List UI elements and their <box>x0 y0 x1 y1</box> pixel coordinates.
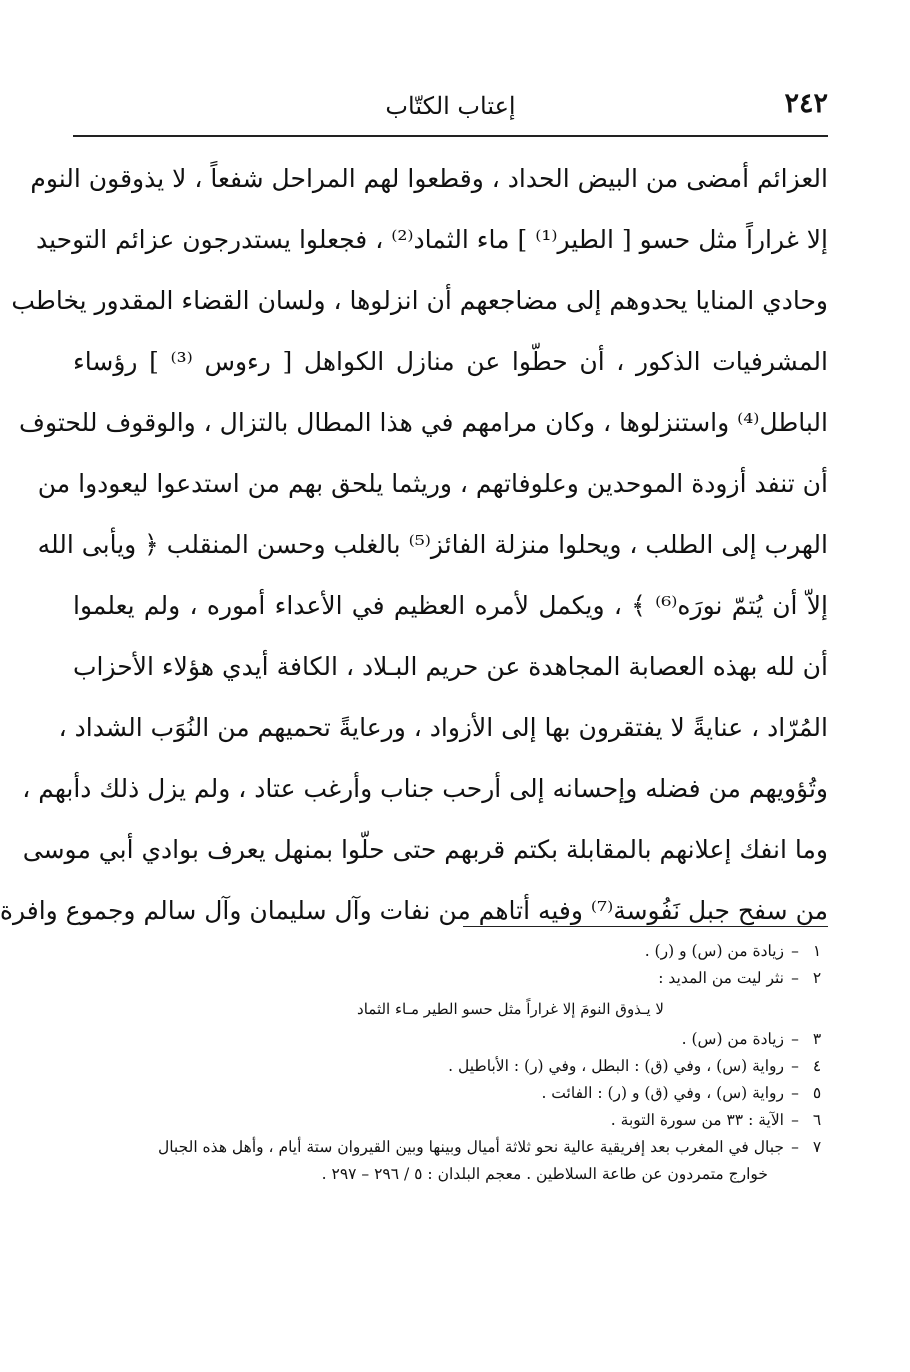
footnote-5 <box>73 1080 828 1107</box>
page-number: ٢٤٢ <box>784 88 828 119</box>
footnote-6 <box>73 1107 828 1134</box>
text-line: إلاّ أن يُتمّ نورَه⁽⁶⁾ ﴾ ، ويكمل لأمره العظيم في الأعداء أموره ، ولم يعلموا <box>73 591 828 620</box>
text-line: المُرّاد ، عنايةً لا يفتقرون بها إلى الأزواد ، ورعايةً تحميهم من النُوَب الشداد ، <box>58 713 828 742</box>
footnote-dash: – <box>791 1057 799 1075</box>
footnote-4 <box>73 1053 828 1080</box>
footnote-text: زيادة من (س) و (ر) . <box>644 942 784 960</box>
text-line: من سفح جبل نَفُوسة⁽⁷⁾ وفيه أتاهم من نفات وآل سليمان وآل سالم وجموع وافرة <box>0 896 828 925</box>
footnote-7 <box>73 1134 828 1161</box>
text-line: المشرفيات الذكور ، أن حطّوا عن منازل الكواهل [ رءوس ⁽³⁾ ] رؤساء <box>73 347 828 376</box>
footnote-text: رواية (س) ، وفي (ق) و (ر) : الفائت . <box>541 1084 784 1102</box>
footnote-number: ١ <box>812 942 822 960</box>
text-line: وحادي المنايا يحدوهم إلى مضاجعهم أن انزلوها ، ولسان القضاء المقدور يخاطب <box>11 286 828 315</box>
text-line: الباطل⁽⁴⁾ واستنزلوها ، وكان مرامهم في هذا المطال بالتزال ، والوقوف للحتوف <box>19 408 828 437</box>
footnotes <box>73 938 828 1188</box>
main-text <box>0 148 828 941</box>
footnote-dash: – <box>791 1111 799 1129</box>
footnote-2-verse: لا يـذوق النومَ إلا غراراً مثل حسو الطير مـاء الثماد <box>357 1000 664 1018</box>
text-line: العزائم أمضى من البيض الحداد ، وقطعوا لهم المراحل شفعاً ، لا يذوقون النوم <box>30 164 828 193</box>
footnote-text: نثر ليت من المديد : <box>658 969 784 987</box>
footnote-dash: – <box>791 942 799 960</box>
footnote-text: جبال في المغرب بعد إفريقية عالية نحو ثلاثة أميال وبينها وبين القيروان ستة أيام ، وأهل هذه الجبال <box>157 1138 784 1156</box>
footnote-dash: – <box>791 1084 799 1102</box>
text-line: إلا غراراً مثل حسو [ الطير⁽¹⁾ ] ماء الثماد⁽²⁾ ، فجعلوا يستدرجون عزائم التوحيد <box>36 225 828 254</box>
footnote-number: ٢ <box>812 969 822 987</box>
running-title: إعتاب الكتّاب <box>385 92 516 120</box>
text-line: وتُؤويهم من فضله وإحسانه إلى أرحب جناب وأرغب عتاد ، ولم يزل ذلك دأبهم ، <box>22 774 828 803</box>
text-line: أن تنفد أزودة الموحدين وعلوفاتهم ، وريثما يلحق بهم من استدعوا ليعودوا من <box>37 469 828 498</box>
footnote-number: ٧ <box>812 1138 822 1156</box>
text-line: الهرب إلى الطلب ، ويحلوا منزلة الفائز⁽⁵⁾ بالغلب وحسن المنقلب ﴿ ويأبى الله <box>37 530 828 559</box>
footnote-text: زيادة من (س) . <box>681 1030 784 1048</box>
footnote-1 <box>73 938 828 965</box>
footnote-dash: – <box>791 969 799 987</box>
footnote-dash: – <box>791 1138 799 1156</box>
footnote-number: ٤ <box>812 1057 822 1075</box>
text-line: وما انفك إعلانهم بالمقابلة بكتم قربهم حتى حلّوا بمنهل يعرف بوادي أبي موسى <box>22 835 828 864</box>
text-line: أن لله بهذه العصابة المجاهدة عن حريم البـلاد ، الكافة أيدي هؤلاء الأحزاب <box>73 652 828 681</box>
footnote-rule <box>463 926 828 927</box>
footnote-3 <box>73 1026 828 1053</box>
footnote-dash: – <box>791 1030 799 1048</box>
header-rule <box>73 135 828 137</box>
footnote-2 <box>73 965 828 992</box>
footnote-text: رواية (س) ، وفي (ق) : البطل ، وفي (ر) : الأباطيل . <box>448 1057 784 1075</box>
footnote-number: ٣ <box>812 1030 822 1048</box>
footnote-text: الآية : ٣٣ من سورة التوبة . <box>610 1111 784 1129</box>
footnote-7-continued: خوارج متمردون عن طاعة السلاطين . معجم البلدان : ٥ / ٢٩٦ – ٢٩٧ . <box>321 1165 768 1183</box>
footnote-number: ٦ <box>812 1111 822 1129</box>
footnote-number: ٥ <box>812 1084 822 1102</box>
page-header <box>73 80 828 130</box>
